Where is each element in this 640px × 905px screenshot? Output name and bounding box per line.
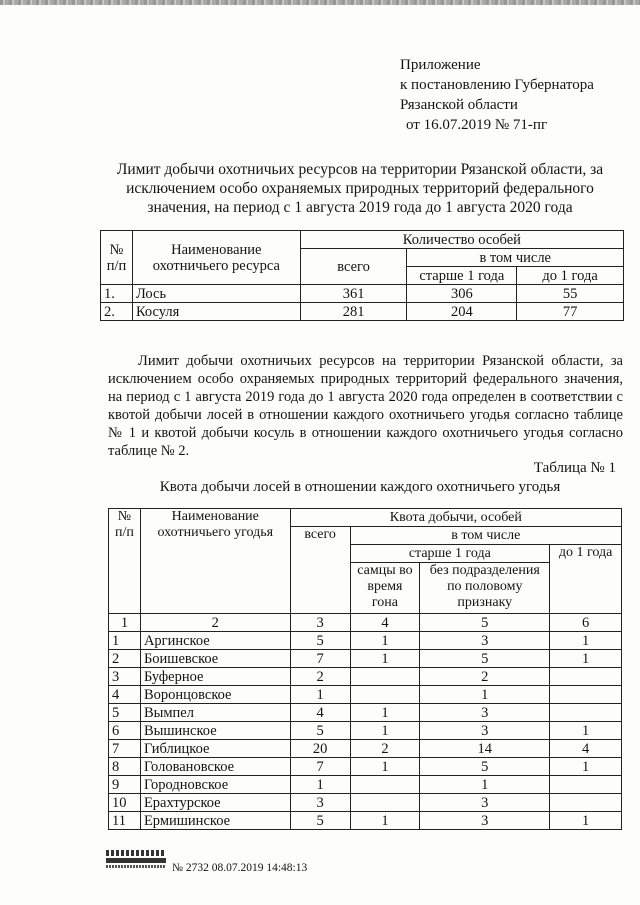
table-row bbox=[101, 303, 624, 321]
row-num: 7 bbox=[109, 740, 141, 758]
quota-header-total: всего bbox=[290, 527, 350, 614]
body-paragraph: Лимит добычи охотничьих ресурсов на территории Рязанской области, за исключением особо охраняемых природных территорий федерального значения, на период с 1 августа 2019 года до 1 августа 2020 года определен в соответствии с квотой добычи лосей в отношении каждого охотничьего угодья согласно таблице № 1 и квотой добычи косуль в отношении каждого охотничьего угодья согласно таблице № 2. bbox=[108, 353, 623, 459]
table-row bbox=[109, 704, 622, 722]
row-males bbox=[350, 776, 420, 794]
row-num: 3 bbox=[109, 668, 141, 686]
row-total: 1 bbox=[290, 776, 350, 794]
quota-header-older: старше 1 года bbox=[350, 545, 550, 563]
row-young: 1 bbox=[550, 758, 622, 776]
row-nosex: 2 bbox=[420, 668, 550, 686]
row-name: Аргинское bbox=[140, 632, 290, 650]
row-total: 7 bbox=[290, 758, 350, 776]
column-number-row bbox=[109, 614, 622, 632]
row-nosex: 3 bbox=[420, 704, 550, 722]
row-males: 1 bbox=[350, 722, 420, 740]
table-row bbox=[109, 812, 622, 830]
row-total: 5 bbox=[290, 812, 350, 830]
limit-header-incl: в том числе bbox=[407, 249, 624, 267]
row-name: Вышинское bbox=[140, 722, 290, 740]
colnum: 6 bbox=[550, 614, 622, 632]
table-row bbox=[109, 668, 622, 686]
row-num: 11 bbox=[109, 812, 141, 830]
row-males: 1 bbox=[350, 758, 420, 776]
row-young bbox=[550, 794, 622, 812]
row-num: 2. bbox=[101, 303, 133, 321]
table-row bbox=[109, 794, 622, 812]
row-total: 281 bbox=[300, 303, 407, 321]
quota-header-young: до 1 года bbox=[550, 545, 622, 614]
row-nosex: 3 bbox=[420, 722, 550, 740]
row-num: 9 bbox=[109, 776, 141, 794]
row-males: 1 bbox=[350, 632, 420, 650]
row-young bbox=[550, 668, 622, 686]
row-older: 306 bbox=[407, 285, 517, 303]
document-title: Лимит добычи охотничьих ресурсов на территории Рязанской области, за исключением особо охраняемых природных территорий федерального значения, на период с 1 августа 2019 года до 1 августа 2020 года bbox=[116, 161, 604, 216]
row-males: 1 bbox=[350, 704, 420, 722]
row-young: 55 bbox=[517, 285, 624, 303]
row-total: 1 bbox=[290, 686, 350, 704]
table-row bbox=[109, 776, 622, 794]
limit-header-qty: Количество особей bbox=[300, 231, 623, 249]
table-row bbox=[109, 722, 622, 740]
row-num: 8 bbox=[109, 758, 141, 776]
appendix-line-2: к постановлению Губернатора bbox=[400, 77, 594, 93]
row-num: 10 bbox=[109, 794, 141, 812]
row-young bbox=[550, 704, 622, 722]
row-num: 2 bbox=[109, 650, 141, 668]
row-name: Головановское bbox=[140, 758, 290, 776]
row-total: 2 bbox=[290, 668, 350, 686]
row-nosex: 3 bbox=[420, 812, 550, 830]
row-young bbox=[550, 686, 622, 704]
row-males: 1 bbox=[350, 812, 420, 830]
row-males bbox=[350, 794, 420, 812]
row-nosex: 3 bbox=[420, 794, 550, 812]
appendix-header bbox=[400, 55, 594, 135]
row-total: 5 bbox=[290, 722, 350, 740]
quota-table bbox=[108, 508, 622, 830]
limit-header-young: до 1 года bbox=[517, 267, 624, 285]
appendix-line-3: Рязанской области bbox=[400, 97, 518, 113]
appendix-line-4: от 16.07.2019 № 71-пг bbox=[406, 117, 548, 133]
row-young bbox=[550, 776, 622, 794]
row-num: 4 bbox=[109, 686, 141, 704]
row-name: Боишевское bbox=[140, 650, 290, 668]
row-young: 77 bbox=[517, 303, 624, 321]
row-young: 4 bbox=[550, 740, 622, 758]
quota-header-incl: в том числе bbox=[350, 527, 621, 545]
row-total: 3 bbox=[290, 794, 350, 812]
row-total: 361 bbox=[300, 285, 407, 303]
limit-header-name: Наименование охотничьего ресурса bbox=[132, 231, 300, 285]
table-title: Квота добычи лосей в отношении каждого охотничьего угодья bbox=[159, 479, 561, 495]
appendix-line-1: Приложение bbox=[400, 57, 481, 73]
row-total: 5 bbox=[290, 632, 350, 650]
quota-header-quota: Квота добычи, особей bbox=[290, 509, 621, 527]
table-row bbox=[109, 632, 622, 650]
row-name: Воронцовское bbox=[140, 686, 290, 704]
limit-header-total: всего bbox=[300, 249, 407, 285]
barcode-stamp bbox=[106, 850, 166, 868]
row-young: 1 bbox=[550, 632, 622, 650]
row-nosex: 1 bbox=[420, 776, 550, 794]
row-name: Городновское bbox=[140, 776, 290, 794]
row-total: 20 bbox=[290, 740, 350, 758]
scan-top-edge bbox=[0, 0, 640, 5]
quota-header-num: № п/п bbox=[109, 509, 141, 614]
registration-footer: № 2732 08.07.2019 14:48:13 bbox=[172, 862, 308, 874]
colnum: 4 bbox=[350, 614, 420, 632]
row-nosex: 14 bbox=[420, 740, 550, 758]
row-name: Ерахтурское bbox=[140, 794, 290, 812]
row-num: 5 bbox=[109, 704, 141, 722]
limit-header-num: № п/п bbox=[101, 231, 133, 285]
row-nosex: 5 bbox=[420, 758, 550, 776]
row-nosex: 1 bbox=[420, 686, 550, 704]
colnum: 2 bbox=[140, 614, 290, 632]
row-older: 204 bbox=[407, 303, 517, 321]
row-name: Буферное bbox=[140, 668, 290, 686]
table-row bbox=[109, 758, 622, 776]
table-row bbox=[109, 740, 622, 758]
table-row bbox=[109, 686, 622, 704]
limit-header-older: старше 1 года bbox=[407, 267, 517, 285]
quota-header-name: Наименование охотничьего угодья bbox=[140, 509, 290, 614]
colnum: 5 bbox=[420, 614, 550, 632]
row-name: Вымпел bbox=[140, 704, 290, 722]
row-males: 2 bbox=[350, 740, 420, 758]
quota-header-males: самцы во время гона bbox=[350, 563, 420, 614]
row-num: 6 bbox=[109, 722, 141, 740]
row-name: Гиблицкое bbox=[140, 740, 290, 758]
row-young: 1 bbox=[550, 722, 622, 740]
row-males bbox=[350, 668, 420, 686]
table-row bbox=[109, 650, 622, 668]
row-total: 7 bbox=[290, 650, 350, 668]
colnum: 1 bbox=[109, 614, 141, 632]
row-name: Ермишинское bbox=[140, 812, 290, 830]
row-name: Косуля bbox=[132, 303, 300, 321]
table-row bbox=[101, 285, 624, 303]
row-males: 1 bbox=[350, 650, 420, 668]
limit-table bbox=[100, 230, 624, 321]
table-number-label: Таблица № 1 bbox=[533, 460, 616, 476]
row-name: Лось bbox=[132, 285, 300, 303]
quota-header-nosex: без подразделения по половому признаку bbox=[420, 563, 550, 614]
row-total: 4 bbox=[290, 704, 350, 722]
row-num: 1. bbox=[101, 285, 133, 303]
row-males bbox=[350, 686, 420, 704]
row-nosex: 3 bbox=[420, 632, 550, 650]
colnum: 3 bbox=[290, 614, 350, 632]
row-young: 1 bbox=[550, 650, 622, 668]
row-young: 1 bbox=[550, 812, 622, 830]
row-num: 1 bbox=[109, 632, 141, 650]
row-nosex: 5 bbox=[420, 650, 550, 668]
